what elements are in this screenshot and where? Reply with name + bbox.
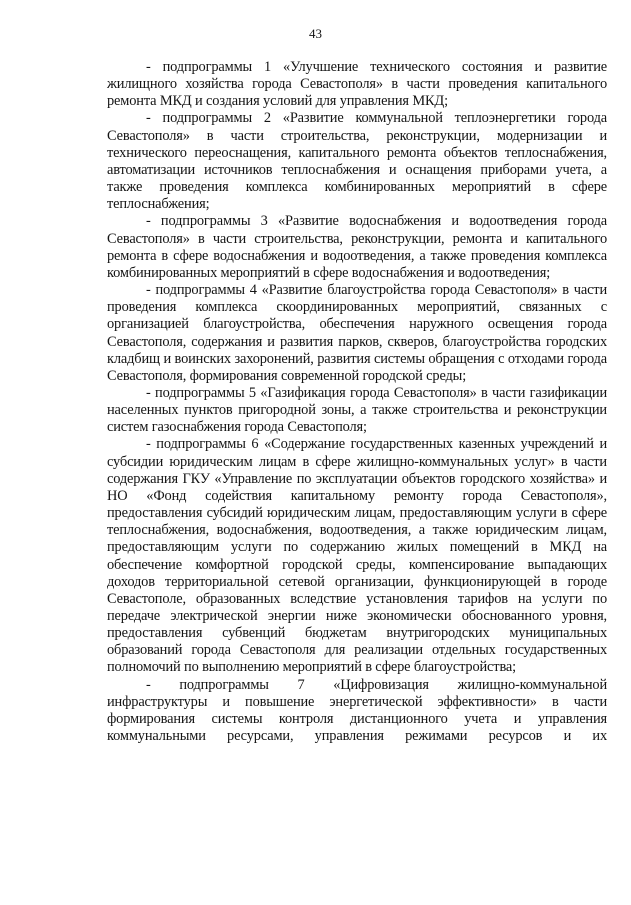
paragraph-subprogram-6: - подпрограммы 6 «Содержание государственных казенных учреждений и субсидии юридическим лицам в сфере жилищно-коммунальных услуг» в части содержания ГКУ «Управление по эксплуатации объектов городского хозяйства» и НО «Фонд содействия капитальному ремонту города Севастополя», предоставления субсидий юридическим лицам, предоставляющим услуги в сфере теплоснабжения, водоснабжения, водоотведения, а также юридическим лицам, предоставляющим услуги по содержанию жилых помещений в МКД на обеспечение комфортной городской среды, компенсирование выпадающих доходов территориальной сетевой организации, функционирующей в городе Севастополе, образованных вследствие установления тарифов на услуги по передаче электрической энергии ниже экономически обоснованного уровня, предоставления субвенций бюджетам внутригородских муниципальных образований города Севастополя для реализации отдельных государственных полномочий по выполнению мероприятий в сфере благоустройства; <box>107 436 607 676</box>
paragraph-subprogram-5: - подпрограммы 5 «Газификация города Севастополя» в части газификации населенных пунктов пригородной зоны, а также строительства и реконструкции систем газоснабжения города Севастополя; <box>107 384 607 436</box>
page-number: 43 <box>309 26 322 41</box>
paragraph-subprogram-1: - подпрограммы 1 «Улучшение технического состояния и развитие жилищного хозяйства города Севастополя» в части проведения капитального ремонта МКД и создания условий для управления МКД; <box>107 59 607 110</box>
paragraph-subprogram-3: - подпрограммы 3 «Развитие водоснабжения и водоотведения города Севастополя» в части строительства, реконструкции, ремонта и капитального ремонта в сфере водоснабжения и водоотведения, а также проведения комплекса комбинированных мероприятий в сфере водоснабжения и водоотведения; <box>107 213 607 281</box>
paragraph-subprogram-7: - подпрограммы 7 «Цифровизация жилищно-коммунальной инфраструктуры и повышение энергетической эффективности» в части формирования системы контроля дистанционного учета и управления коммунальными ресурсами, управления режимами ресурсов и их <box>107 676 607 745</box>
paragraph-subprogram-4: - подпрограммы 4 «Развитие благоустройства города Севастополя» в части проведения комплекса скоординированных мероприятий, связанных с организацией благоустройства, обеспечения наружного освещения города Севастополя, содержания и развития парков, скверов, благоустройства городских кладбищ и воинских захоронений, развития системы обращения с отходами города Севастополя, формирования современной городской среды; <box>107 282 607 384</box>
paragraph-subprogram-2: - подпрограммы 2 «Развитие коммунальной теплоэнергетики города Севастополя» в части строительства, реконструкции, модернизации и технического переоснащения, капитального ремонта объектов теплоснабжения, автоматизации источников теплоснабжения и оснащения приборами учета, а также проведения комплекса комбинированных мероприятий в сфере теплоснабжения; <box>107 110 607 213</box>
body-text <box>107 59 607 745</box>
